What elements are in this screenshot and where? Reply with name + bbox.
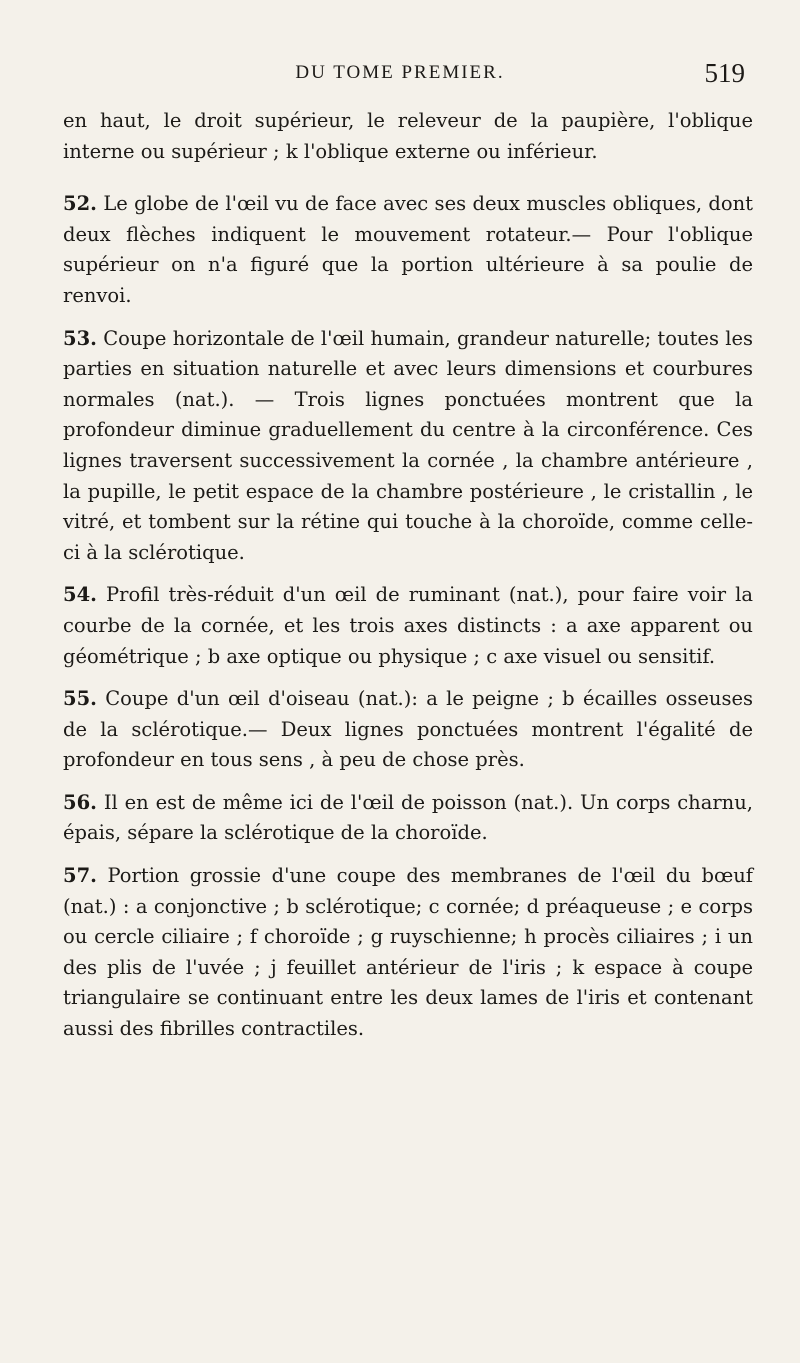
paragraph-text: en haut, le droit supérieur, le releveur de la paupière, l'oblique interne ou supérieur ; k l'oblique externe ou inférieur.: [63, 109, 753, 163]
figure-number: 55.: [63, 687, 97, 711]
page-number: 519: [704, 58, 745, 88]
running-head: [0, 58, 800, 98]
running-title: DU TOME PREMIER.: [295, 62, 505, 83]
figure-number: 52.: [63, 192, 97, 216]
paragraph-text: Il en est de même ici de l'œil de poisson (nat.). Un corps charnu, épais, sépare la sclérotique de la choroïde.: [63, 790, 753, 845]
paragraph-text: Coupe horizontale de l'œil humain, grandeur naturelle; toutes les parties en situation naturelle et avec leurs dimensions et courbures normales (nat.). — Trois lignes ponctuées montrent que la profondeur diminue graduellement du centre à la circonférence. Ces lignes traversent successivement la cornée , la chambre antérieure , la pupille, le petit espace de la chambre postérieure , le cristallin , le vitré, et tombent sur la rétine qui touche à la choroïde, comme celle-ci à la sclérotique.: [63, 326, 753, 564]
paragraph-text: Coupe d'un œil d'oiseau (nat.): a le peigne ; b écailles osseuses de la sclérotique.— Deux lignes ponctuées montrent l'égalité de profondeur en tous sens , à peu de chose près.: [63, 687, 753, 772]
figure-number: 54.: [63, 583, 97, 607]
paragraph-57: [63, 861, 753, 1045]
paragraph-56: [63, 788, 753, 849]
paragraph-text: Le globe de l'œil vu de face avec ses deux muscles obliques, dont deux flèches indiquent le mouvement rotateur.— Pour l'oblique supérieur on n'a figuré que la portion ultérieure à sa poulie de renvoi.: [63, 192, 754, 307]
paragraph-continuation: [63, 106, 753, 167]
paragraph-text: Portion grossie d'une coupe des membranes de l'œil du bœuf (nat.) : a conjonctive ; b sclérotique; c cornée; d préaqueuse ; e corps ou cercle ciliaire ; f choroïde ; g ruyschienne; h procès ciliaires ; i un des plis de l'uvée ; j feuillet antérieur de l'iris ; k espace à coupe triangulaire se continuant entre les deux lames de l'iris et contenant aussi des fibrilles contractiles.: [63, 864, 754, 1041]
figure-number: 53.: [63, 326, 97, 350]
paragraph-54: [63, 580, 753, 672]
body-text: [63, 106, 753, 1057]
paragraph-53: [63, 324, 753, 569]
figure-number: 57.: [63, 864, 97, 888]
figure-number: 56.: [63, 790, 97, 814]
paragraph-52: [63, 189, 753, 311]
paragraph-text: Profil très-réduit d'un œil de ruminant (nat.), pour faire voir la courbe de la cornée, et les trois axes distincts : a axe apparent ou géométrique ; b axe optique ou physique ; c axe visuel ou sensitif.: [63, 583, 753, 668]
paragraph-55: [63, 684, 753, 776]
